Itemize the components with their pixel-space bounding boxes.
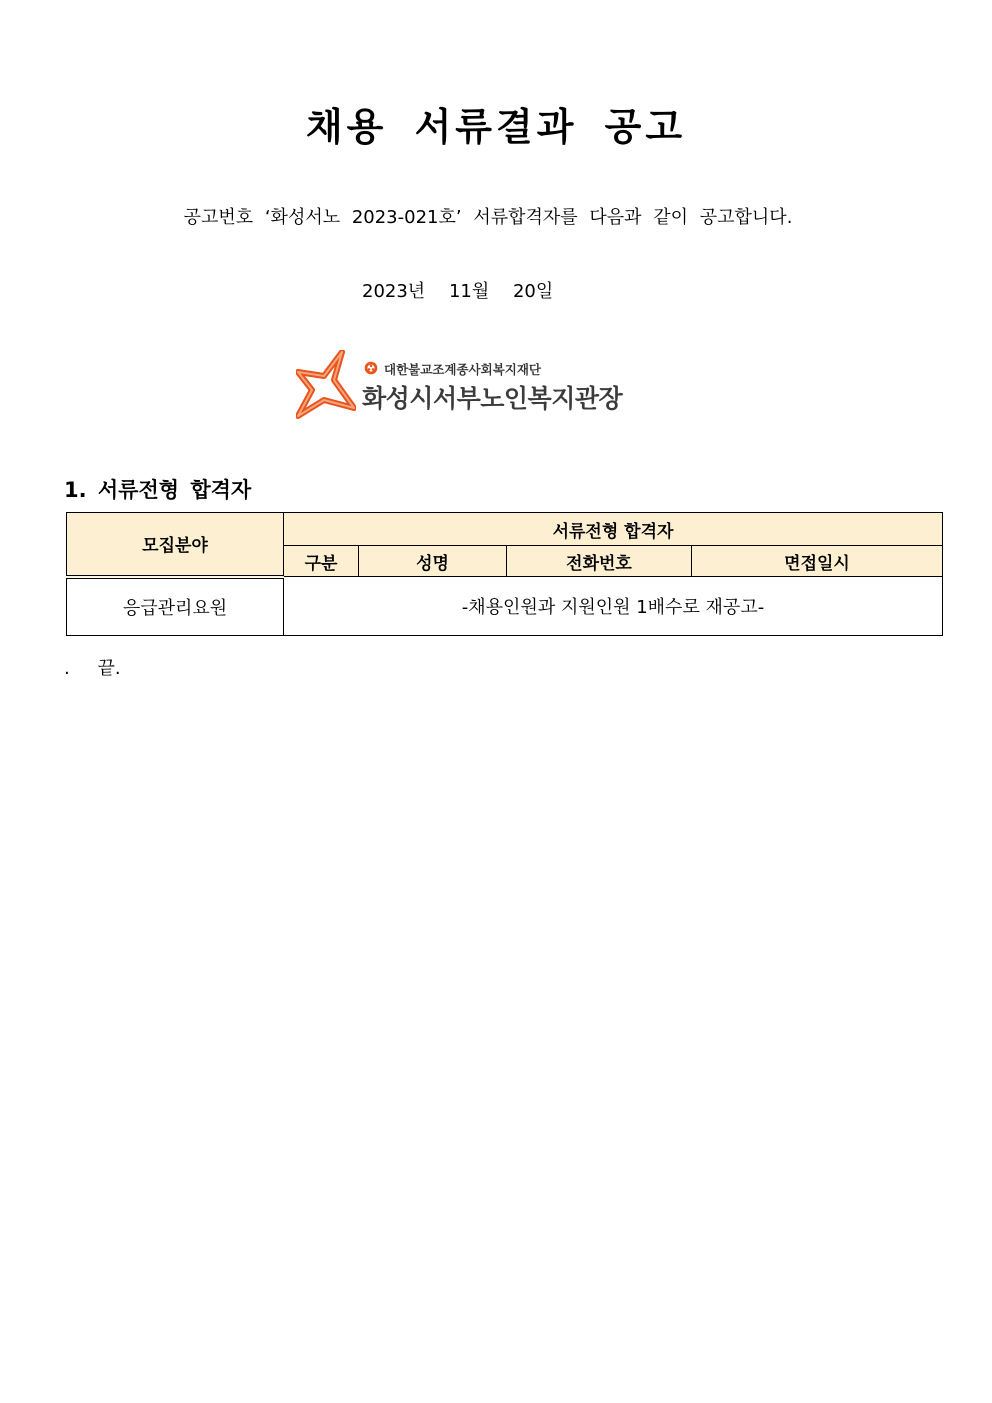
organization-logo (296, 348, 626, 424)
table-row (67, 577, 943, 636)
logo-name: 화성시서부노인복지관장 (362, 384, 623, 413)
header-phone: 전화번호 (507, 546, 692, 577)
header-category: 구분 (284, 546, 359, 577)
results-table (66, 512, 943, 636)
end-mark (64, 654, 121, 680)
announcement-intro: 공고번호 ‘화성서노 2023-021호’ 서류합격자를 다음과 같이 공고합니다. (183, 207, 793, 228)
cell-field: 응급관리요원 (67, 577, 284, 636)
date-year: 2023년 (362, 281, 426, 302)
logo-subtitle: 대한불교조계종사회복지재단 (384, 362, 541, 377)
page-title: 채용 서류결과 공고 (305, 105, 687, 149)
section-title: 1. 서류전형 합격자 (64, 478, 252, 502)
end-dot: . (64, 658, 70, 679)
announcement-date (362, 277, 571, 303)
header-group: 서류전형 합격자 (284, 513, 943, 546)
header-name: 성명 (359, 546, 507, 577)
dharma-wheel-icon (364, 361, 378, 375)
header-interview-time: 면접일시 (692, 546, 943, 577)
star-emblem-icon (296, 350, 356, 424)
table-header-row (67, 513, 943, 546)
cell-note: -채용인원과 지원인원 1배수로 재공고- (284, 577, 943, 636)
date-day: 20일 (512, 281, 554, 302)
end-text: 끝. (97, 658, 121, 679)
header-field: 모집분야 (67, 513, 284, 577)
date-month: 11월 (448, 281, 490, 302)
